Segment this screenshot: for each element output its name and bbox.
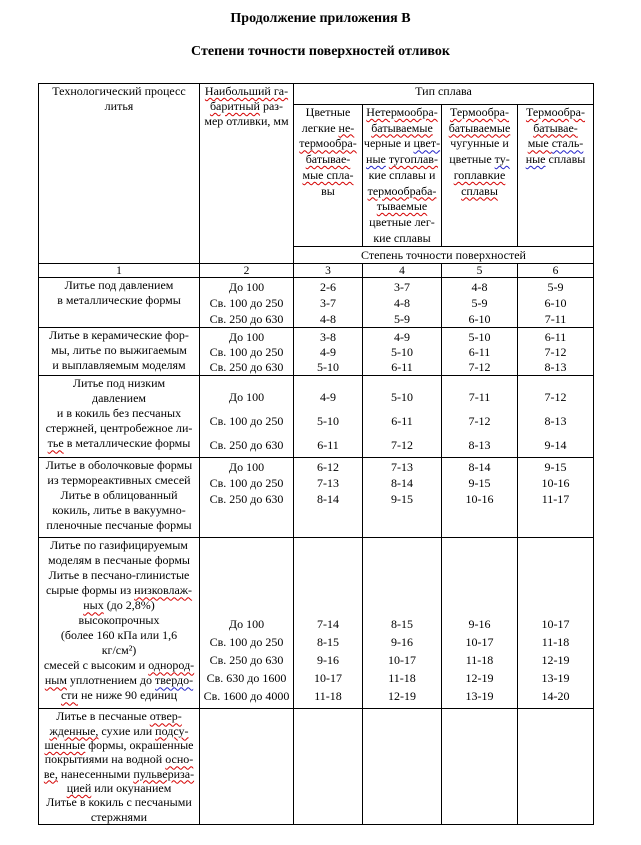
text-line: мые спла-	[302, 167, 354, 182]
cell-value: 10-17	[314, 671, 342, 686]
text-line: цветные ту-	[449, 152, 510, 167]
row6-size-cell	[200, 709, 294, 824]
cell-value: 3-8	[320, 330, 336, 345]
row4-size-cell	[200, 458, 294, 538]
cell-value: Св. 1600 до 4000	[203, 689, 290, 704]
cell-value: 14-20	[541, 689, 570, 704]
text-line: сплавы	[461, 183, 498, 198]
cell-value: 4-9	[320, 345, 336, 360]
text-line: Литье в оболочковые формы	[45, 458, 193, 473]
table-row-sand-hardened-molds	[39, 709, 594, 824]
cell-value: 3-7	[320, 296, 336, 311]
row6-values-col4	[363, 709, 442, 824]
row5-values-col5	[442, 538, 518, 709]
precision-degrees-table	[38, 83, 594, 825]
text-line: высокопрочных	[78, 613, 160, 628]
text-line: кг/см²)	[101, 643, 137, 658]
alloy-type-group-header: Тип сплава	[294, 84, 594, 105]
text-line: ные тугоплав-	[366, 152, 438, 167]
column-number-1: 1	[39, 264, 200, 278]
cell-value: 9-15	[468, 476, 491, 491]
row2-values-col3	[294, 328, 363, 376]
precision-degree-header: Степень точности поверхностей	[294, 247, 594, 264]
text-line: покрытиями на водной осно-	[44, 752, 194, 767]
text-line: мер отливки, мм	[204, 114, 289, 128]
cell-value: 6-11	[391, 414, 413, 429]
text-line: Литье в песчаные отвер-	[56, 709, 182, 724]
cell-value: 4-8	[320, 311, 336, 326]
cell-value: 9-15	[391, 491, 413, 506]
text-line: Нетермообра-	[366, 105, 438, 119]
cell-value: До 100	[228, 330, 265, 345]
cell-value: 8-14	[468, 460, 491, 475]
row1-values-col4	[363, 278, 442, 328]
table-row-low-pressure-casting	[39, 376, 594, 458]
row1-process-cell	[39, 278, 200, 328]
cell-value: 11-18	[314, 689, 342, 704]
row5-size-cell	[200, 538, 294, 709]
text-line: кие сплавы и	[368, 167, 436, 182]
text-line: ным уплотнением до твердо-	[44, 673, 194, 688]
row5-process-cell	[39, 538, 200, 709]
cell-value: Св. 250 до 630	[209, 438, 284, 453]
text-line: чугунные и	[450, 136, 509, 151]
row2-process-cell	[39, 328, 200, 376]
cell-value: До 100	[228, 617, 265, 632]
cell-value: 12-19	[465, 671, 494, 686]
text-line: давлением	[91, 391, 147, 406]
header-row-alloy-group	[39, 84, 594, 105]
cell-value: 9-16	[468, 617, 491, 632]
cell-value: 10-17	[388, 653, 416, 668]
cell-value: 7-12	[468, 360, 491, 375]
alloy-header-heat-treated-iron	[442, 105, 518, 247]
text-line: баритный раз-	[209, 99, 284, 113]
text-line: легкие не-	[301, 120, 355, 135]
cell-value: 12-19	[541, 653, 570, 668]
table-row-ceramic-molds	[39, 328, 594, 376]
text-line: черные и цвет-	[363, 136, 441, 151]
cell-value: 4-9	[320, 390, 336, 405]
cell-value: Св. 100 до 250	[209, 476, 284, 491]
row4-process-cell	[39, 458, 200, 538]
text-line: Литье по газифицируемым	[50, 538, 188, 553]
cell-value: Св. 100 до 250	[209, 635, 284, 650]
cell-value: 6-12	[317, 460, 339, 475]
table-row-gasified-models	[39, 538, 594, 709]
row3-values-col4	[363, 376, 442, 458]
text-line: кокиль, литье в вакуумно-	[52, 503, 186, 518]
row3-values-col5	[442, 376, 518, 458]
text-line: ные сплавы	[525, 152, 586, 167]
cell-value: 9-15	[544, 460, 567, 475]
cell-value: 9-14	[544, 438, 567, 453]
text-line: Технологический процесс	[52, 84, 186, 98]
cell-value: 4-8	[394, 296, 410, 311]
table-row-shell-molds	[39, 458, 594, 538]
cell-value: 5-10	[391, 345, 413, 360]
row5-values-col3	[294, 538, 363, 709]
cell-value: Св. 100 до 250	[209, 345, 284, 360]
cell-value: 7-12	[544, 345, 567, 360]
cell-value: 5-9	[394, 311, 410, 326]
row4-values-col5	[442, 458, 518, 538]
row5-values-col6	[518, 538, 594, 709]
text-line: Литье в кокиль с песчаными	[46, 795, 192, 810]
text-line: батываемые	[448, 120, 511, 135]
cell-value: 9-16	[317, 653, 339, 668]
text-line: Литье в облицованный	[60, 488, 178, 503]
text-line: стержнями	[90, 809, 148, 824]
cell-value: 3-7	[394, 280, 410, 295]
column-number-3: 3	[294, 264, 363, 278]
row6-values-col6	[518, 709, 594, 824]
text-line: Литье под низким	[72, 376, 166, 391]
row2-size-cell	[200, 328, 294, 376]
column-number-5: 5	[442, 264, 518, 278]
cell-value: 13-19	[541, 671, 570, 686]
cell-value: 5-10	[468, 330, 491, 345]
cell-value: 7-12	[391, 438, 413, 453]
text-line: цветные лег-	[369, 214, 435, 229]
column-number-6: 6	[518, 264, 594, 278]
text-line: термообра-	[299, 136, 357, 151]
column-numbers-row	[39, 264, 594, 278]
cell-value: 6-11	[317, 438, 339, 453]
cell-value: 7-14	[317, 617, 339, 632]
process-column-header	[39, 84, 200, 264]
row1-values-col5	[442, 278, 518, 328]
text-line: пленочные песчаные формы	[46, 518, 192, 533]
cell-value: 8-14	[317, 491, 339, 506]
cell-value: 5-10	[391, 390, 413, 405]
text-line: гоплавкие	[453, 167, 506, 182]
text-line: сырые формы из низковлаж-	[45, 583, 193, 598]
text-line: Литье в керамические фор-	[49, 328, 189, 343]
cell-value: 11-18	[388, 671, 416, 686]
text-line: Термообра-	[449, 105, 510, 119]
cell-value: 6-11	[544, 330, 567, 345]
cell-value: 11-17	[541, 491, 570, 506]
row4-values-col6	[518, 458, 594, 538]
column-number-4: 4	[363, 264, 442, 278]
text-line: Наибольший га-	[204, 84, 289, 98]
text-line: кие сплавы	[373, 230, 431, 245]
cell-value: 4-8	[471, 280, 488, 295]
alloy-header-heat-treated-steel	[518, 105, 594, 247]
appendix-continuation-title: Продолжение приложения В	[230, 11, 411, 26]
cell-value: 5-10	[317, 360, 339, 375]
text-line: стержней, центробежное ли-	[45, 421, 193, 436]
cell-value: 8-13	[544, 414, 567, 429]
row6-values-col3	[294, 709, 363, 824]
cell-value: 7-13	[391, 460, 413, 475]
alloy-header-nonheat-treated	[363, 105, 442, 247]
text-line: и в кокиль без песчаных	[56, 406, 182, 421]
cell-value: Св. 250 до 630	[209, 360, 284, 375]
text-line: Цветные	[305, 105, 351, 119]
text-line: ве, нанесенными пульвериза-	[43, 766, 195, 781]
cell-value: 5-10	[317, 414, 339, 429]
cell-value: Св. 630 до 1600	[206, 671, 287, 686]
text-line: моделям в песчаные формы	[47, 553, 190, 568]
text-line: литья	[104, 99, 134, 113]
text-line: тье в металлические формы	[47, 436, 191, 451]
text-line: цией или окунанием	[66, 780, 172, 795]
cell-value: До 100	[228, 280, 265, 295]
row3-size-cell	[200, 376, 294, 458]
row1-values-col6	[518, 278, 594, 328]
cell-value: 8-14	[391, 476, 413, 491]
cell-value: 9-16	[391, 635, 413, 650]
cell-value: 7-12	[544, 390, 567, 405]
cell-value: 8-13	[468, 438, 491, 453]
text-line: батывае-	[305, 152, 351, 167]
text-line: Литье под давлением	[64, 278, 174, 293]
row2-values-col6	[518, 328, 594, 376]
text-line: ных (до 2,8%)	[83, 598, 155, 613]
text-line: вы	[321, 183, 335, 198]
text-line: смесей с высоким и однород-	[43, 658, 195, 673]
cell-value: До 100	[228, 390, 265, 405]
text-line: и выплавляемым моделям	[52, 358, 186, 373]
text-line: шенные формы, окрашенные	[44, 738, 194, 753]
cell-value: 8-15	[391, 617, 413, 632]
text-line: жденные, сухие или подсу-	[49, 723, 189, 738]
cell-value: Св. 100 до 250	[209, 296, 284, 311]
row2-values-col4	[363, 328, 442, 376]
cell-value: 11-18	[541, 635, 570, 650]
cell-value: 6-11	[468, 345, 491, 360]
text-line: в металлические формы	[57, 293, 181, 308]
text-line: мы, литье по выжигаемым	[51, 343, 187, 358]
cell-value: 8-13	[544, 360, 567, 375]
cell-value: 6-11	[391, 360, 413, 375]
cell-value: Св. 250 до 630	[209, 491, 284, 506]
cell-value: 7-11	[468, 390, 491, 405]
row4-values-col4	[363, 458, 442, 538]
cell-value: 2-6	[320, 280, 336, 295]
text-line: батывае-	[533, 120, 578, 135]
table-row-pressure-casting	[39, 278, 594, 328]
cell-value: 8-15	[317, 635, 339, 650]
text-line: из термореактивных смесей	[47, 473, 191, 488]
cell-value: 13-19	[465, 689, 494, 704]
row6-values-col5	[442, 709, 518, 824]
table-title: Степени точности поверхностей отливок	[191, 44, 450, 59]
row3-values-col6	[518, 376, 594, 458]
row2-values-col5	[442, 328, 518, 376]
cell-value: 4-9	[394, 330, 410, 345]
cell-value: 10-17	[541, 617, 570, 632]
cell-value: 11-18	[465, 653, 494, 668]
text-line: Термообра-	[525, 105, 586, 119]
text-line: термообраба-	[367, 183, 437, 198]
cell-value: 5-9	[547, 280, 564, 295]
cell-value: До 100	[228, 460, 265, 475]
cell-value: 10-16	[541, 476, 570, 491]
cell-value: Св. 100 до 250	[209, 414, 284, 429]
alloy-header-nonferrous-light	[294, 105, 363, 247]
row1-size-cell	[200, 278, 294, 328]
row3-values-col3	[294, 376, 363, 458]
row4-values-col3	[294, 458, 363, 538]
text-line: (более 160 кПа или 1,6	[60, 628, 178, 643]
text-line: Литье в песчано-глинистые	[48, 568, 190, 583]
cell-value: 6-10	[468, 311, 491, 326]
cell-value: 7-12	[468, 414, 491, 429]
text-line: мые сталь-	[527, 136, 584, 151]
text-line: тываемые	[376, 199, 428, 214]
cell-value: Св. 250 до 630	[209, 311, 284, 326]
text-line: батываемые	[371, 120, 433, 135]
cell-value: 12-19	[388, 689, 416, 704]
cell-value: 10-16	[465, 491, 494, 506]
cell-value: 7-13	[317, 476, 339, 491]
cell-value: 6-10	[544, 296, 567, 311]
cell-value: Св. 250 до 630	[209, 653, 284, 668]
column-number-2: 2	[200, 264, 294, 278]
size-column-header	[200, 84, 294, 264]
text-line: сти не ниже 90 единиц	[60, 688, 177, 703]
cell-value: 7-11	[544, 311, 567, 326]
row1-values-col3	[294, 278, 363, 328]
row3-process-cell	[39, 376, 200, 458]
row5-values-col4	[363, 538, 442, 709]
row6-process-cell	[39, 709, 200, 824]
cell-value: 10-17	[465, 635, 494, 650]
cell-value: 5-9	[471, 296, 488, 311]
